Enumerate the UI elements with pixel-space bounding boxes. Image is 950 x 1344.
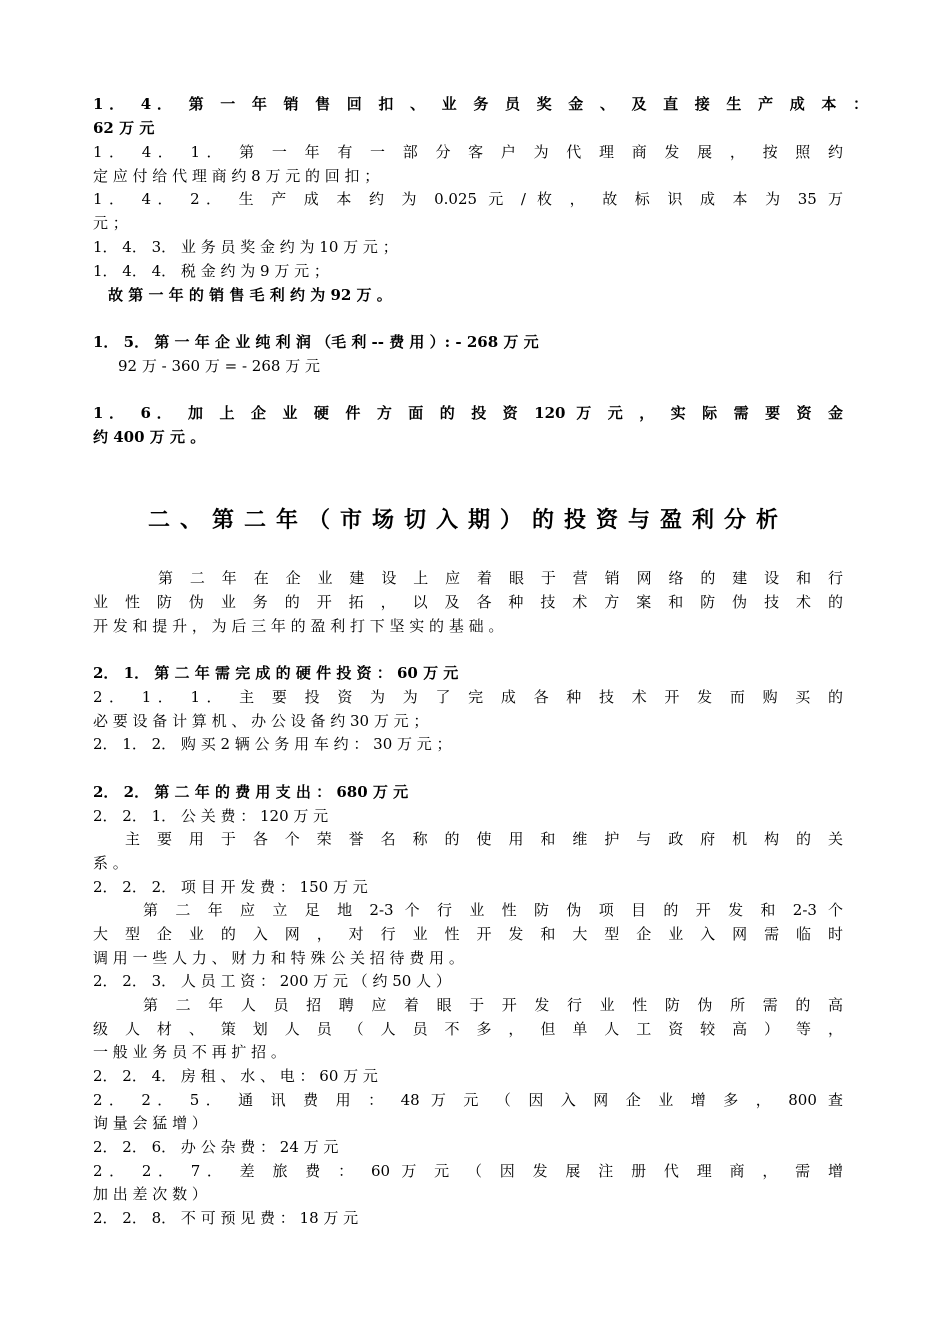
paragraph-1-4-title: 1． 4． 第 一 年 销 售 回 扣 、 业 务 员 奖 金 、 及 直 接 生 产 成 本 ： bbox=[93, 95, 868, 113]
paragraph-1-5-calc: 92 万 - 360 万 = - 268 万 元 bbox=[118, 357, 320, 375]
paragraph-2-2-4: 2． 2． 4． 房 租 、 水 、 电 ： 60 万 元 bbox=[93, 1067, 378, 1085]
paragraph-2-2-7-cont: 加 出 差 次 数 ） bbox=[93, 1185, 207, 1203]
paragraph-2-1-2: 2． 1． 2． 购 买 2 辆 公 务 用 车 约 ： 30 万 元 ； bbox=[93, 735, 452, 753]
paragraph-1-4-title-cont: 62 万 元 bbox=[93, 119, 155, 137]
paragraph-2-2-5-cont: 询 量 会 猛 增 ） bbox=[93, 1114, 207, 1132]
paragraph-2-2-1-body-cont: 系 。 bbox=[93, 854, 128, 872]
paragraph-2-2-2-body: 第 二 年 应 立 足 地 2-3 个 行 业 性 防 伪 项 目 的 开 发 和 2-3 个 bbox=[143, 901, 843, 919]
paragraph-2-2-title: 2． 2． 第 二 年 的 费 用 支 出 ： 680 万 元 bbox=[93, 783, 409, 801]
paragraph-2-2-3-body-3: 一 般 业 务 员 不 再 扩 招 。 bbox=[93, 1043, 286, 1061]
paragraph-2-2-2-body-3: 调 用 一 些 人 力 、 财 力 和 特 殊 公 关 招 待 费 用 。 bbox=[93, 949, 464, 967]
paragraph-2-2-7: 2． 2． 7． 差 旅 费 ： 60 万 元 （ 因 发 展 注 册 代 理 商 ， 需 增 bbox=[93, 1162, 843, 1180]
paragraph-2-2-8: 2． 2． 8． 不 可 预 见 费 ： 18 万 元 bbox=[93, 1209, 359, 1227]
section-2-intro-line-3: 开 发 和 提 升 ， 为 后 三 年 的 盈 利 打 下 坚 实 的 基 础 。 bbox=[93, 617, 504, 635]
paragraph-1-5: 1． 5． 第 一 年 企 业 纯 利 润 （毛 利 -- 费 用 ）: - 268 万 元 bbox=[93, 333, 539, 351]
section-2-intro-line-2: 业 性 防 伪 业 务 的 开 拓 ， 以 及 各 种 技 术 方 案 和 防 伪 技 术 的 bbox=[93, 593, 843, 611]
paragraph-2-2-2-body-2: 大 型 企 业 的 入 网 ， 对 行 业 性 开 发 和 大 型 企 业 入 网 需 临 时 bbox=[93, 925, 843, 943]
paragraph-2-1-title: 2． 1． 第 二 年 需 完 成 的 硬 件 投 资 ： 60 万 元 bbox=[93, 664, 459, 682]
paragraph-1-6: 1． 6． 加 上 企 业 硬 件 方 面 的 投 资 120 万 元 ， 实 际 需 要 资 金 bbox=[93, 404, 843, 422]
paragraph-1-4-1: 1． 4． 1． 第 一 年 有 一 部 分 客 户 为 代 理 商 发 展 ， 按 照 约 bbox=[93, 143, 843, 161]
paragraph-2-2-6: 2． 2． 6． 办 公 杂 费 ： 24 万 元 bbox=[93, 1138, 339, 1156]
paragraph-2-2-2: 2． 2． 2． 项 目 开 发 费 ： 150 万 元 bbox=[93, 878, 368, 896]
gross-profit-summary: 故 第 一 年 的 销 售 毛 利 约 为 92 万 。 bbox=[108, 286, 392, 304]
paragraph-2-2-3-body-2: 级 人 材 、 策 划 人 员 （ 人 员 不 多 ， 但 单 人 工 资 较 高 ） 等 ， bbox=[93, 1020, 843, 1038]
paragraph-1-4-4: 1． 4． 4． 税 金 约 为 9 万 元 ； bbox=[93, 262, 329, 280]
paragraph-1-6-cont: 约 400 万 元 。 bbox=[93, 428, 206, 446]
paragraph-1-4-2-cont: 元 ； bbox=[93, 214, 128, 232]
paragraph-1-4-2: 1． 4． 2． 生 产 成 本 约 为 0.025 元 / 枚 ， 故 标 识 成 本 为 35 万 bbox=[93, 190, 843, 208]
paragraph-2-2-3-body: 第 二 年 人 员 招 聘 应 着 眼 于 开 发 行 业 性 防 伪 所 需 的 高 bbox=[143, 996, 843, 1014]
section-2-intro-line-1: 第 二 年 在 企 业 建 设 上 应 着 眼 于 营 销 网 络 的 建 设 和 行 bbox=[158, 569, 843, 587]
paragraph-2-2-1-body: 主 要 用 于 各 个 荣 誉 名 称 的 使 用 和 维 护 与 政 府 机 构 的 关 bbox=[125, 830, 843, 848]
paragraph-2-1-1: 2． 1． 1． 主 要 投 资 为 为 了 完 成 各 种 技 术 开 发 而 购 买 的 bbox=[93, 688, 843, 706]
paragraph-2-1-1-cont: 必 要 设 备 计 算 机 、 办 公 设 备 约 30 万 元 ； bbox=[93, 712, 429, 730]
section-2-heading: 二、第二年（市场切入期）的投资与盈利分析 bbox=[147, 507, 788, 533]
paragraph-1-4-3: 1． 4． 3． 业 务 员 奖 金 约 为 10 万 元 ； bbox=[93, 238, 398, 256]
paragraph-2-2-1: 2． 2． 1． 公 关 费 ： 120 万 元 bbox=[93, 807, 329, 825]
paragraph-2-2-5: 2． 2． 5． 通 讯 费 用 ： 48 万 元 （ 因 入 网 企 业 增 多 ， 800 查 bbox=[93, 1091, 843, 1109]
paragraph-2-2-3: 2． 2． 3． 人 员 工 资 ： 200 万 元 （ 约 50 人 ） bbox=[93, 972, 451, 990]
paragraph-1-4-1-cont: 定 应 付 给 代 理 商 约 8 万 元 的 回 扣 ； bbox=[93, 167, 380, 185]
